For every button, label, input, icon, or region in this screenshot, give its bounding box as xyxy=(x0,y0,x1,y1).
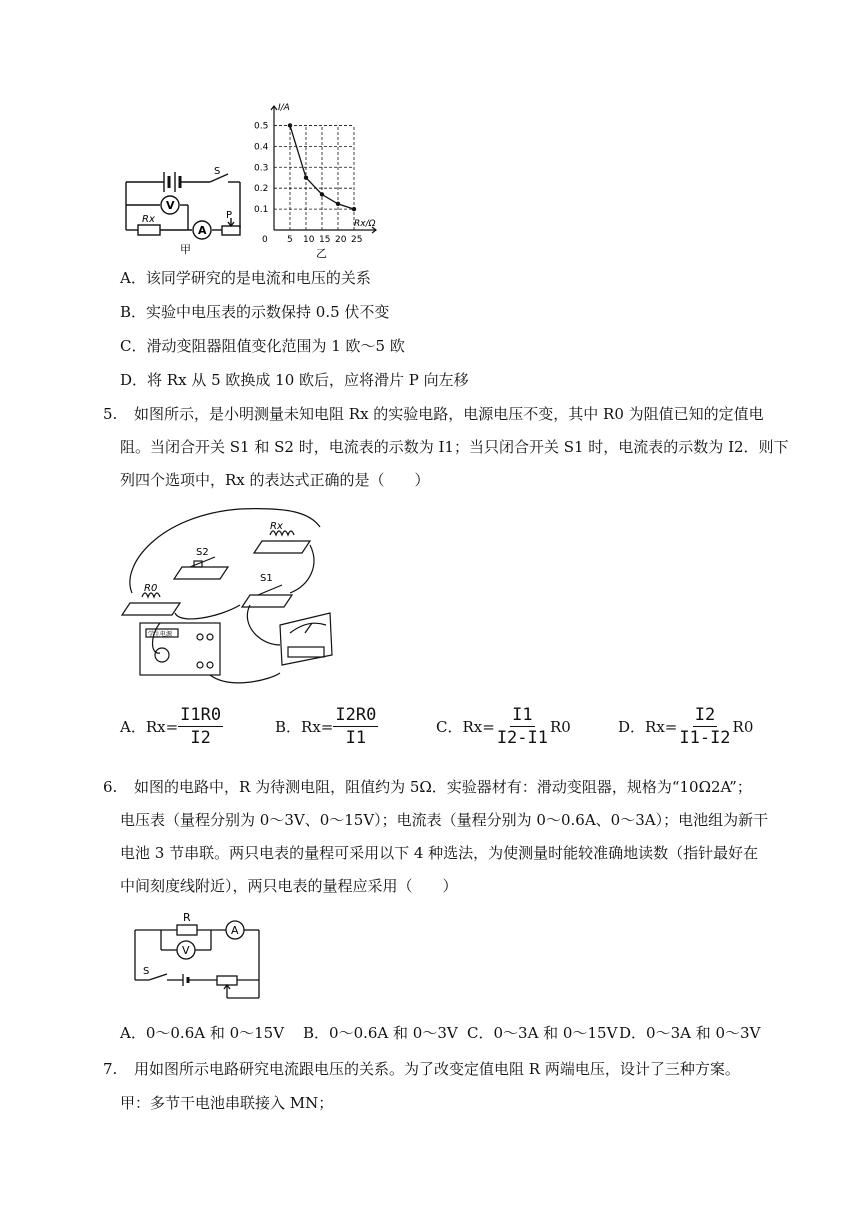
q5-options xyxy=(120,705,760,765)
q4-x-tick: 5 xyxy=(287,235,293,245)
q5-option-c-denominator: I2-I1 xyxy=(496,728,548,748)
q5-option-b-denominator: I1 xyxy=(345,728,367,748)
q5-line-3: 列四个选项中，Rx 的表达式正确的是（ ） xyxy=(120,471,430,489)
q4-data-point xyxy=(352,207,356,211)
q5-line-2: 阻。当闭合开关 S1 和 S2 时，电流表的示数为 I1；当只闭合开关 S1 时，电流表的示数为 I2．则下 xyxy=(120,438,789,456)
q4-yi-label: 乙 xyxy=(316,247,327,260)
q5-option-c-numerator: I1 xyxy=(512,705,533,725)
q5-option-a-denominator: I2 xyxy=(190,728,211,748)
q4-y-tick: 0.5 xyxy=(254,121,269,132)
q4-rx-label: Rx xyxy=(142,214,155,225)
q5-option-a-prefix: A．Rx= xyxy=(120,718,179,736)
q5-option-d-numerator: I2 xyxy=(694,705,716,725)
q6-number: 6. xyxy=(103,778,118,796)
q4-y-tick: 0.2 xyxy=(254,184,269,195)
q5-option-b xyxy=(275,705,378,748)
q6-option-a: A．0～0.6A 和 0～15V xyxy=(120,1024,285,1042)
q4-x-axis-label: Rx/Ω xyxy=(354,219,376,229)
q4-data-point xyxy=(320,192,324,196)
q6-ammeter-label: A xyxy=(231,924,239,937)
q4-slider-label: P xyxy=(226,210,233,221)
q7-number: 7. xyxy=(103,1060,118,1078)
q5-option-c-prefix: C．Rx= xyxy=(436,718,495,736)
q6-line-1: 如图的电路中，R 为待测电阻，阻值约为 5Ω．实验器材有：滑动变阻器，规格为“10Ω2A”； xyxy=(134,778,752,796)
q6-option-c: C．0～3A 和 0～15V xyxy=(467,1024,618,1042)
q4-graph-figure xyxy=(250,100,390,260)
q5-option-d xyxy=(618,705,753,748)
q6-resistor-label: R xyxy=(183,911,191,924)
q4-x-tick: 15 xyxy=(319,235,331,245)
q4-voltmeter-label: V xyxy=(166,199,175,212)
q6-line-2: 电压表（量程分别为 0～3V、0～15V）；电流表（量程分别为 0～0.6A、0～3A）；电池组为新干 xyxy=(120,811,769,829)
q4-data-point xyxy=(288,123,292,127)
q5-fig-s1-label: S1 xyxy=(260,573,273,584)
q7-line-1: 用如图所示电路研究电流跟电压的关系。为了改变定值电阻 R 两端电压，设计了三种方案。 xyxy=(134,1060,740,1078)
q6-voltmeter-label: V xyxy=(182,944,190,957)
q5-option-c xyxy=(436,705,571,748)
q6-option-b: B．0～0.6A 和 0～3V xyxy=(303,1024,458,1042)
q4-y-tick: 0.4 xyxy=(254,142,269,153)
q6-option-d: D．0～3A 和 0～3V xyxy=(619,1024,761,1042)
q4-ammeter-label: A xyxy=(198,224,207,237)
q4-y-tick: 0.1 xyxy=(254,205,269,216)
q5-line-1: 如图所示，是小明测量未知电阻 Rx 的实验电路，电源电压不变，其中 R0 为阻值已知的定值电 xyxy=(134,405,764,423)
q6-switch-label: S xyxy=(143,966,150,977)
q4-y-tick: 0.3 xyxy=(254,163,269,174)
q4-jia-label: 甲 xyxy=(180,243,191,256)
q5-option-d-denominator: I1-I2 xyxy=(679,728,731,748)
q4-x-tick: 20 xyxy=(335,235,347,245)
q4-switch-label: S xyxy=(214,166,221,177)
q5-fig-r0-label: R0 xyxy=(144,583,158,594)
q5-number: 5. xyxy=(103,405,118,423)
q5-option-b-prefix: B．Rx= xyxy=(275,718,334,736)
q5-apparatus-figure xyxy=(120,505,345,690)
q5-option-c-suffix: R0 xyxy=(550,717,571,736)
q4-origin-label: 0 xyxy=(262,235,268,245)
q4-x-tick: 10 xyxy=(303,235,315,245)
q4-option-d: D．将 Rx 从 5 欧换成 10 欧后，应将滑片 P 向左移 xyxy=(120,371,469,389)
q6-circuit-figure xyxy=(125,908,270,1003)
q6-line-3: 电池 3 节串联。两只电表的量程可采用以下 4 种选法，为使测量时能较准确地读数（指针最好在 xyxy=(120,844,759,862)
q5-option-d-suffix: R0 xyxy=(732,717,754,736)
q4-option-c: C．滑动变阻器阻值变化范围为 1 欧～5 欧 xyxy=(120,337,405,355)
q4-data-point xyxy=(336,202,340,206)
q5-fig-s2-label: S2 xyxy=(196,547,209,558)
q4-x-tick: 25 xyxy=(351,235,363,245)
q4-option-b: B．实验中电压表的示数保持 0.5 伏不变 xyxy=(120,303,390,321)
q4-circuit-figure xyxy=(118,160,253,260)
q4-option-a: A．该同学研究的是电流和电压的关系 xyxy=(120,269,371,287)
q4-y-axis-label: I/A xyxy=(278,103,290,113)
q4-data-point xyxy=(304,176,308,180)
q6-line-4: 中间刻度线附近），两只电表的量程应采用（ ） xyxy=(120,877,458,895)
q5-option-a-numerator: I1R0 xyxy=(180,705,222,725)
q5-option-a xyxy=(120,705,223,748)
q5-fig-rx-label: Rx xyxy=(270,521,283,532)
q5-fig-supply-label: 学生电源 xyxy=(148,631,173,638)
q5-option-b-numerator: I2R0 xyxy=(335,705,377,725)
q7-line-2: 甲：多节干电池串联接入 MN； xyxy=(120,1094,334,1112)
q5-option-d-prefix: D．Rx= xyxy=(618,718,678,736)
